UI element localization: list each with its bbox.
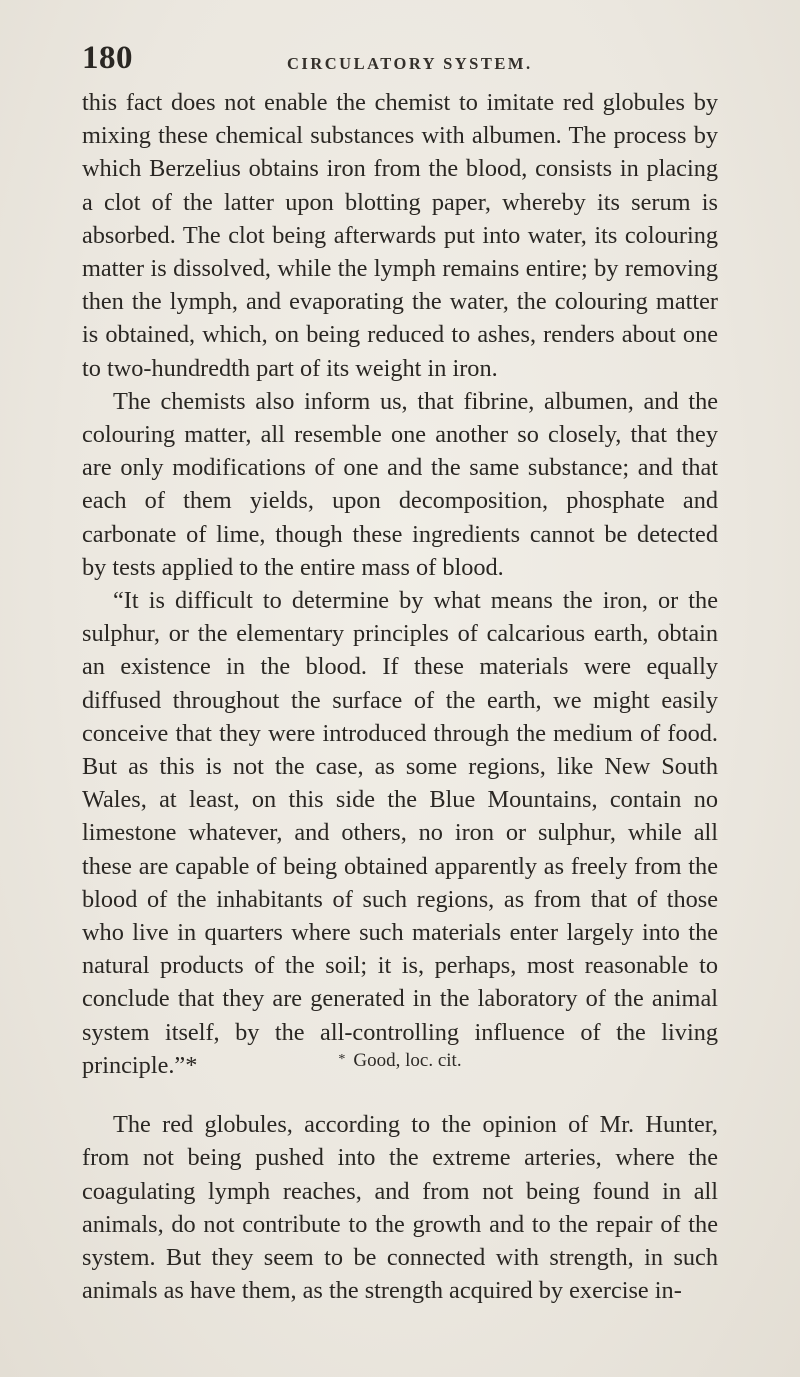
paragraph-quotation: “It is difficult to determine by what means the iron, or the sulphur, or the elementary principles of calcarious earth, obtain an existence in the blood. If these materials were equally diffused throughout the surface of the earth, we might easily conceive that they were introduced through the medium of food. But as this is not the case, as some regions, like New South Wales, at least, on this side the Blue Mountains, contain no limestone whatever, and others, no iron or sulphur, while all these are capable of being obtained apparently as freely from the blood of the inhabitants of such regions, as from that of those who live in quarters where such materials enter largely into the natural products of the soil; it is, perhaps, most reasonable to conclude that they are generated in the laboratory of the animal system itself, by the all-controlling influence of the living principle.”*	[82, 587, 718, 1079]
running-head: CIRCULATORY SYSTEM.	[287, 54, 533, 73]
footnote-text: Good, loc. cit.	[353, 1050, 462, 1071]
page-number: 180	[82, 40, 133, 76]
footnote	[0, 1050, 800, 1072]
body-text	[82, 86, 718, 1307]
footnote-mark: *	[338, 1052, 346, 1067]
paragraph-red-globules: The red globules, according to the opinion of Mr. Hunter, from not being pushed into the extreme arteries, where the coagulating lymph reaches, and from not being found in all animals, do not contribute to the growth and to the repair of the system. But they seem to be connected with strength, in such animals as have them, as the strength acquired by exercise in-	[82, 1111, 718, 1305]
paragraph-continuation: this fact does not enable the chemist to imitate red globules by mixing these chemical substances with albumen. The process by which Berzelius obtains iron from the blood, consists in placing a clot of the latter upon blotting paper, whereby its serum is absorbed. The clot being afterwards put into water, its colouring matter is dissolved, while the lymph remains entire; by removing then the lymph, and evaporating the water, the colouring matter is obtained, which, on being reduced to ashes, renders about one to two-hundredth part of its weight in iron.	[82, 89, 718, 382]
page-header	[82, 40, 722, 80]
paragraph-chemists: The chemists also inform us, that fibrine, albumen, and the colouring matter, all resemble one another so closely, that they are only modifications of one and the same substance; and that each of them yields, upon decomposition, phosphate and carbonate of lime, though these ingredients cannot be detected by tests applied to the entire mass of blood.	[82, 387, 718, 581]
